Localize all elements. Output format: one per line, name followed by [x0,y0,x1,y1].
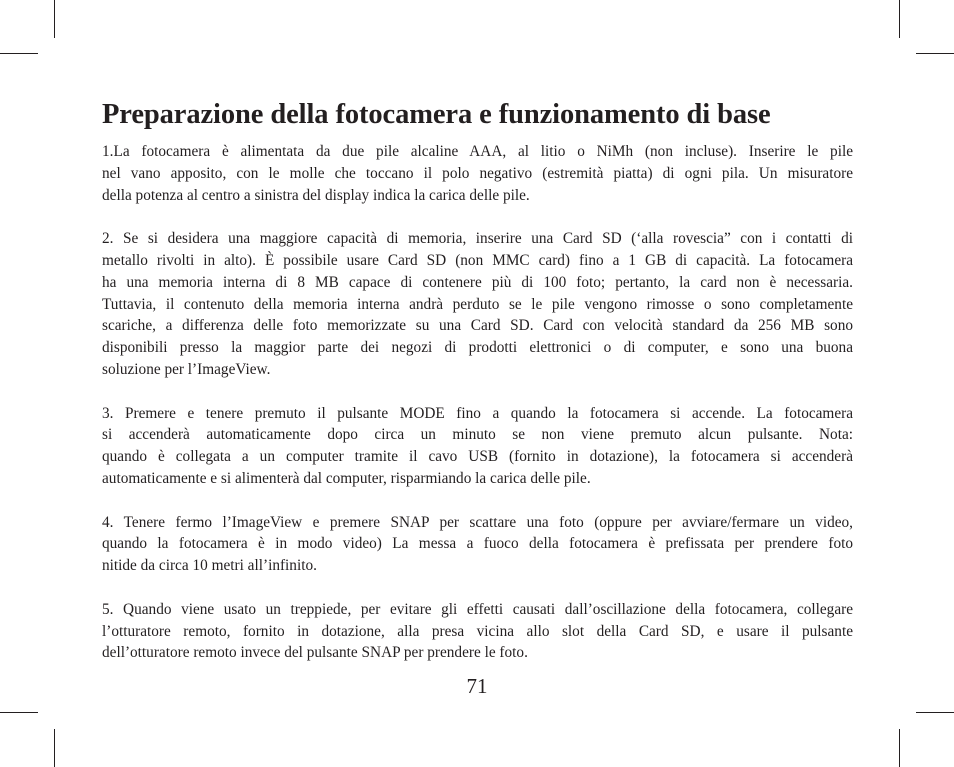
crop-mark-bottom-left-vertical [54,729,55,767]
paragraph-2-sd-card [102,228,853,381]
crop-mark-top-right-horizontal [916,53,954,54]
crop-mark-top-left-horizontal [0,53,38,54]
text-line: disponibili presso la maggior parte dei negozi di prodotti elettronici o di computer, e sono una buona [102,339,853,357]
text-line: automaticamente e si alimenterà dal computer, risparmiando la carica delle pile. [102,469,591,487]
page-title: Preparazione della fotocamera e funzionamento di base [102,99,771,130]
crop-mark-top-right-vertical [899,0,900,38]
text-line: 4. Tenere fermo l’ImageView e premere SNAP per scattare una foto (oppure per avviare/fermare un video, [102,513,853,531]
paragraph-3-power-on [102,403,853,490]
text-line: 1.La fotocamera è alimentata da due pile alcaline AAA, al litio o NiMh (non incluse). Inserire le pile [102,143,853,160]
text-line: ha una memoria interna di 8 MB capace di contenere più di 100 foto; pertanto, la card non è necessaria. [102,273,853,291]
text-line: l’otturatore remoto, fornito in dotazione, alla presa vicina allo slot della Card SD, e usare il pulsante [102,622,853,640]
text-line: dell’otturatore remoto invece del pulsante SNAP per prendere le foto. [102,644,528,662]
page-number: 71 [466,674,488,698]
text-line: soluzione per l’ImageView. [102,360,271,378]
body-text [102,141,853,664]
text-line: 3. Premere e tenere premuto il pulsante MODE fino a quando la fotocamera si accende. La fotocamera [102,404,853,422]
text-line: della potenza al centro a sinistra del display indica la carica delle pile. [102,186,530,204]
text-line: metallo rivolti in alto). È possibile usare Card SD (non MMC card) fino a 1 GB di capacità. La fotocamera [102,251,853,269]
text-line: 5. Quando viene usato un treppiede, per evitare gli effetti causati dall’oscillazione della fotocamera, collegare [102,600,853,618]
text-line: scariche, a differenza delle foto memorizzate su una Card SD. Card con velocità standard da 256 MB sono [102,317,853,335]
paragraph-4-snap [102,512,853,577]
crop-mark-bottom-right-horizontal [916,712,954,713]
crop-mark-top-left-vertical [54,0,55,38]
crop-mark-bottom-left-horizontal [0,712,38,713]
paragraph-5-tripod [102,599,853,664]
text-line: quando la fotocamera è in modo video) La messa a fuoco della fotocamera è prefissata per prendere foto [102,535,853,553]
text-line: nitide da circa 10 metri all’infinito. [102,557,317,575]
paragraph-1-batteries [102,141,853,206]
text-line: nel vano apposito, con le molle che toccano il polo negativo (estremità piatta) di ogni pila. Un misuratore [102,164,853,182]
text-line: quando è collegata a un computer tramite il cavo USB (fornito in dotazione), la fotocamera si accenderà [102,448,853,466]
crop-mark-bottom-right-vertical [899,729,900,767]
text-line: si accenderà automaticamente dopo circa un minuto se non viene premuto alcun pulsante. Nota: [102,426,853,444]
text-line: Tuttavia, il contenuto della memoria interna andrà perduto se le pile vengono rimosse o sono completamente [102,295,853,313]
text-line: 2. Se si desidera una maggiore capacità di memoria, inserire una Card SD (‘alla rovescia” con i contatti di [102,230,853,248]
